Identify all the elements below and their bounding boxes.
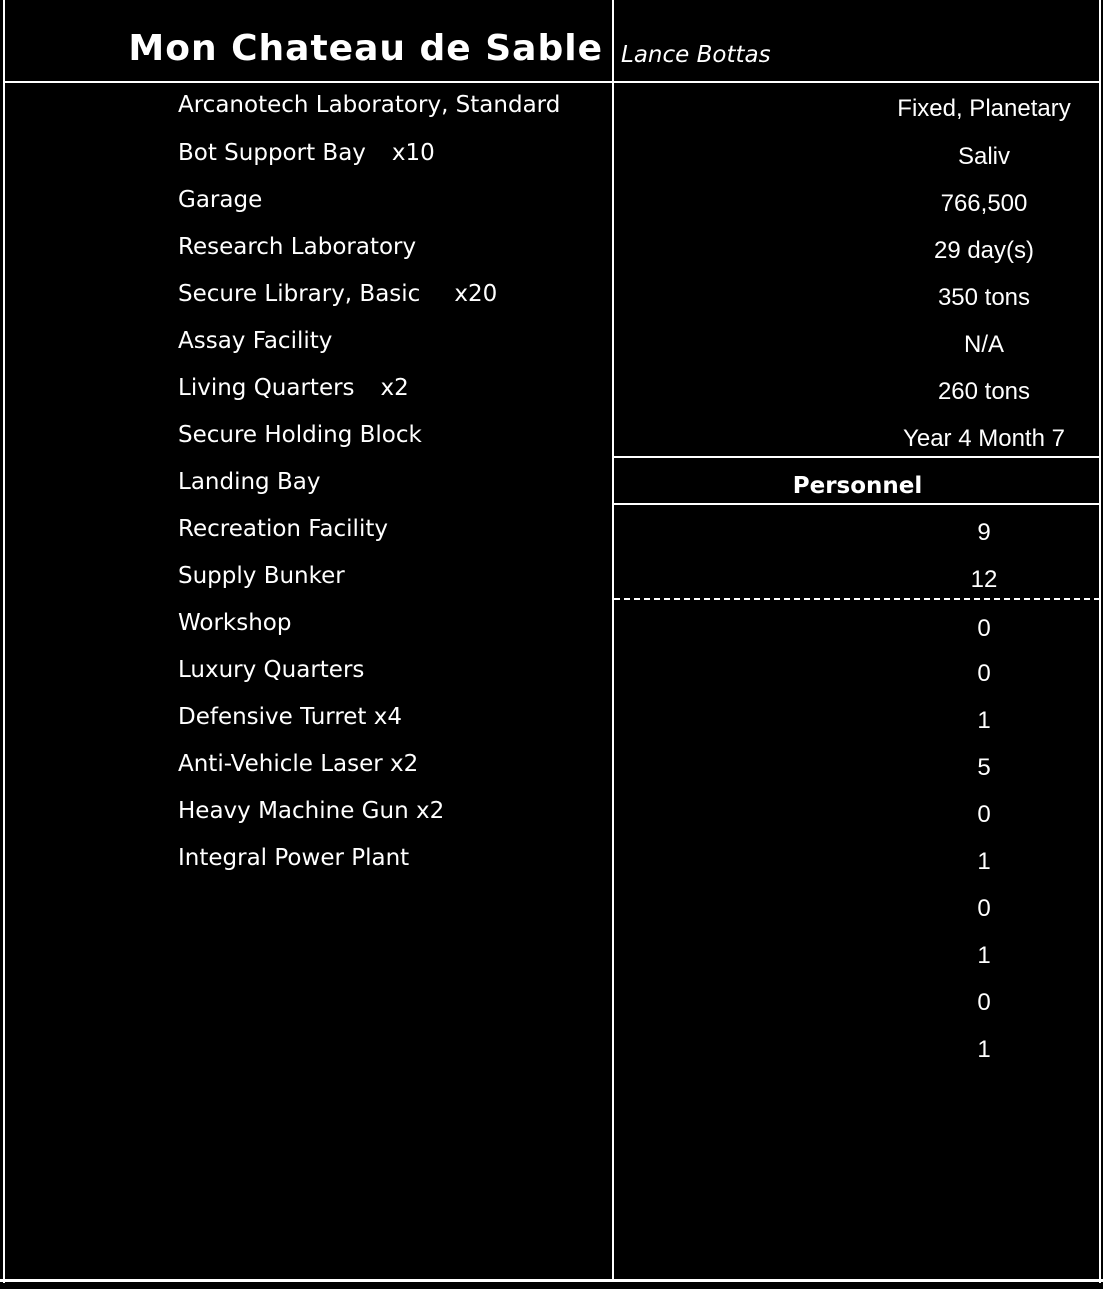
border-bottom [0, 1279, 1103, 1282]
role-count: 1 [977, 848, 991, 875]
facility-name: Research Laboratory [178, 234, 417, 260]
crew-value: 12 [970, 566, 998, 593]
role-count: 0 [977, 660, 991, 687]
facility-name: Arcanotech Laboratory, Standard [178, 92, 561, 118]
facility-value [178, 140, 435, 166]
facility-value [178, 751, 418, 777]
detail-value: 766,500 [940, 190, 1028, 217]
facility-value [178, 422, 422, 448]
detail-value: Year 4 Month 7 [903, 425, 1065, 452]
facility-value [178, 281, 497, 307]
detail-value: Fixed, Planetary [897, 95, 1071, 122]
facility-name: Living Quarters [178, 375, 355, 401]
facility-name: Integral Power Plant [178, 845, 410, 871]
facility-value [178, 845, 409, 871]
facility-name: Supply Bunker [178, 563, 345, 589]
detail-value: 350 tons [937, 284, 1031, 311]
facility-name: Luxury Quarters [178, 657, 365, 683]
facility-value [178, 798, 444, 824]
facility-name: Workshop [178, 610, 292, 636]
role-count: 1 [977, 942, 991, 969]
crew-value: 9 [977, 519, 991, 546]
detail-value: Saliv [957, 143, 1011, 170]
facility-value [178, 657, 364, 683]
facility-value [178, 610, 291, 636]
facility-quantity: x2 [380, 375, 409, 401]
facility-name: Bot Support Bay [178, 140, 366, 166]
detail-value: N/A [963, 331, 1004, 358]
facility-name: Secure Library, Basic [178, 281, 421, 307]
facility-name: Secure Holding Block [178, 422, 422, 448]
detail-value: 29 day(s) [933, 237, 1035, 264]
role-count: 5 [977, 754, 991, 781]
facility-quantity: x20 [454, 281, 498, 307]
facility-name: Garage [178, 187, 263, 213]
facility-value [178, 328, 332, 354]
facility-value [178, 469, 320, 495]
role-count: 1 [977, 707, 991, 734]
facility-name: Anti-Vehicle Laser x2 [178, 751, 419, 777]
role-count: 0 [977, 989, 991, 1016]
facility-name: Defensive Turret x4 [178, 704, 402, 730]
personnel-heading: Personnel [792, 473, 923, 499]
page-title: Mon Chateau de Sable [128, 28, 603, 69]
column-divider [612, 0, 614, 1280]
detail-value: 260 tons [937, 378, 1031, 405]
facility-value [178, 92, 560, 118]
facility-name: Landing Bay [178, 469, 321, 495]
personnel-divider [614, 503, 1100, 505]
facility-name: Recreation Facility [178, 516, 388, 542]
facility-value [178, 704, 402, 730]
facility-name: Heavy Machine Gun x2 [178, 798, 445, 824]
facility-value [178, 516, 388, 542]
border-left [3, 0, 5, 1283]
header-divider [3, 81, 1101, 83]
role-count: 1 [977, 1036, 991, 1063]
owner-name: Lance Bottas [621, 42, 771, 68]
facility-value [178, 375, 409, 401]
facility-value [178, 187, 262, 213]
role-count: 0 [977, 895, 991, 922]
details-divider [614, 456, 1100, 458]
facility-quantity: x10 [391, 140, 435, 166]
facility-value [178, 563, 345, 589]
role-count: 0 [977, 615, 991, 642]
crew-dashed-divider [614, 598, 1100, 600]
facility-name: Assay Facility [178, 328, 333, 354]
facility-value [178, 234, 416, 260]
role-count: 0 [977, 801, 991, 828]
